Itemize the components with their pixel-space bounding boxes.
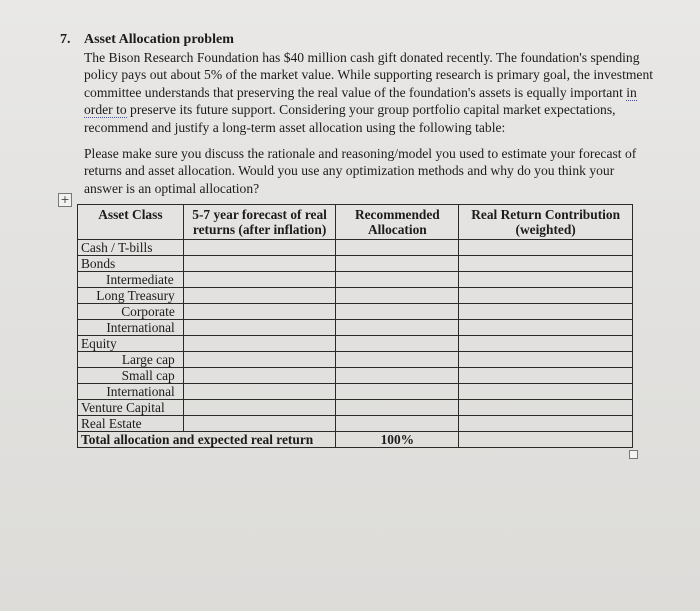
table-move-handle-icon[interactable]: + xyxy=(58,193,72,207)
asset-allocation-table xyxy=(77,204,633,448)
table-row xyxy=(78,304,633,320)
header-asset-class: Asset Class xyxy=(78,205,184,240)
forecast-cell[interactable] xyxy=(183,400,336,416)
forecast-cell[interactable] xyxy=(183,304,336,320)
table-row xyxy=(78,384,633,400)
allocation-cell[interactable] xyxy=(336,304,459,320)
contribution-cell[interactable] xyxy=(459,400,633,416)
forecast-cell[interactable] xyxy=(183,384,336,400)
forecast-cell[interactable] xyxy=(183,320,336,336)
table-row xyxy=(78,416,633,432)
allocation-cell[interactable] xyxy=(336,240,459,256)
allocation-cell[interactable] xyxy=(336,256,459,272)
row-label: Large cap xyxy=(78,352,184,368)
table-resize-handle[interactable] xyxy=(629,450,638,459)
table-row xyxy=(78,320,633,336)
total-contribution-cell[interactable] xyxy=(459,432,633,448)
allocation-cell[interactable] xyxy=(336,368,459,384)
paragraph-text-rest: preserve its future support. Considering your group portfolio capital market expectations, recommend and justify a long-term asset allocation using the following table: xyxy=(84,102,616,135)
table-row xyxy=(78,336,633,352)
table-row xyxy=(78,352,633,368)
spellcheck-underline-phrase: in order to xyxy=(84,84,637,118)
row-label: Bonds xyxy=(78,256,184,272)
allocation-cell[interactable] xyxy=(336,352,459,368)
contribution-cell[interactable] xyxy=(459,368,633,384)
forecast-cell[interactable] xyxy=(183,240,336,256)
table-row xyxy=(78,368,633,384)
contribution-cell[interactable] xyxy=(459,304,633,320)
forecast-cell[interactable] xyxy=(183,272,336,288)
total-allocation: 100% xyxy=(336,432,459,448)
row-label: International xyxy=(78,384,184,400)
question-title: Asset Allocation problem xyxy=(84,32,234,47)
header-allocation: Recommended Allocation xyxy=(336,205,459,240)
problem-paragraph xyxy=(84,49,654,136)
table-row xyxy=(78,256,633,272)
forecast-cell[interactable] xyxy=(183,288,336,304)
forecast-cell[interactable] xyxy=(183,368,336,384)
row-label: Intermediate xyxy=(78,272,184,288)
table-row xyxy=(78,240,633,256)
table-row xyxy=(78,288,633,304)
forecast-cell[interactable] xyxy=(183,416,336,432)
contribution-cell[interactable] xyxy=(459,240,633,256)
contribution-cell[interactable] xyxy=(459,256,633,272)
total-label: Total allocation and expected real return xyxy=(78,432,336,448)
row-label: Real Estate xyxy=(78,416,184,432)
forecast-cell[interactable] xyxy=(183,352,336,368)
forecast-cell[interactable] xyxy=(183,256,336,272)
contribution-cell[interactable] xyxy=(459,416,633,432)
contribution-cell[interactable] xyxy=(459,336,633,352)
allocation-cell[interactable] xyxy=(336,384,459,400)
row-label: Long Treasury xyxy=(78,288,184,304)
allocation-cell[interactable] xyxy=(336,272,459,288)
contribution-cell[interactable] xyxy=(459,320,633,336)
table-header-row xyxy=(78,205,633,240)
paragraph-text: The Bison Research Foundation has $40 million cash gift donated recently. The foundation's spending policy pays out about 5% of the market value. While supporting research is primary goal, the investment committee understands that preserving the real value of the foundation's assets is equally important xyxy=(84,50,654,100)
question-number: 7. xyxy=(60,32,71,47)
row-label: Venture Capital xyxy=(78,400,184,416)
header-forecast: 5-7 year forecast of real returns (after inflation) xyxy=(183,205,336,240)
contribution-cell[interactable] xyxy=(459,288,633,304)
allocation-cell[interactable] xyxy=(336,400,459,416)
row-label: Corporate xyxy=(78,304,184,320)
row-label: Cash / T-bills xyxy=(78,240,184,256)
instructions-paragraph: Please make sure you discuss the rationale and reasoning/model you used to estimate your forecast of returns and asset allocation. Would you use any optimization methods and why do you think your answer is an optimal allocation? xyxy=(84,146,637,196)
allocation-cell[interactable] xyxy=(336,336,459,352)
row-label: International xyxy=(78,320,184,336)
table-total-row xyxy=(78,432,633,448)
table-row xyxy=(78,272,633,288)
contribution-cell[interactable] xyxy=(459,384,633,400)
contribution-cell[interactable] xyxy=(459,272,633,288)
row-label: Small cap xyxy=(78,368,184,384)
table-row xyxy=(78,400,633,416)
allocation-cell[interactable] xyxy=(336,416,459,432)
forecast-cell[interactable] xyxy=(183,336,336,352)
allocation-cell[interactable] xyxy=(336,288,459,304)
contribution-cell[interactable] xyxy=(459,352,633,368)
header-contribution: Real Return Contribution (weighted) xyxy=(459,205,633,240)
allocation-cell[interactable] xyxy=(336,320,459,336)
row-label: Equity xyxy=(78,336,184,352)
